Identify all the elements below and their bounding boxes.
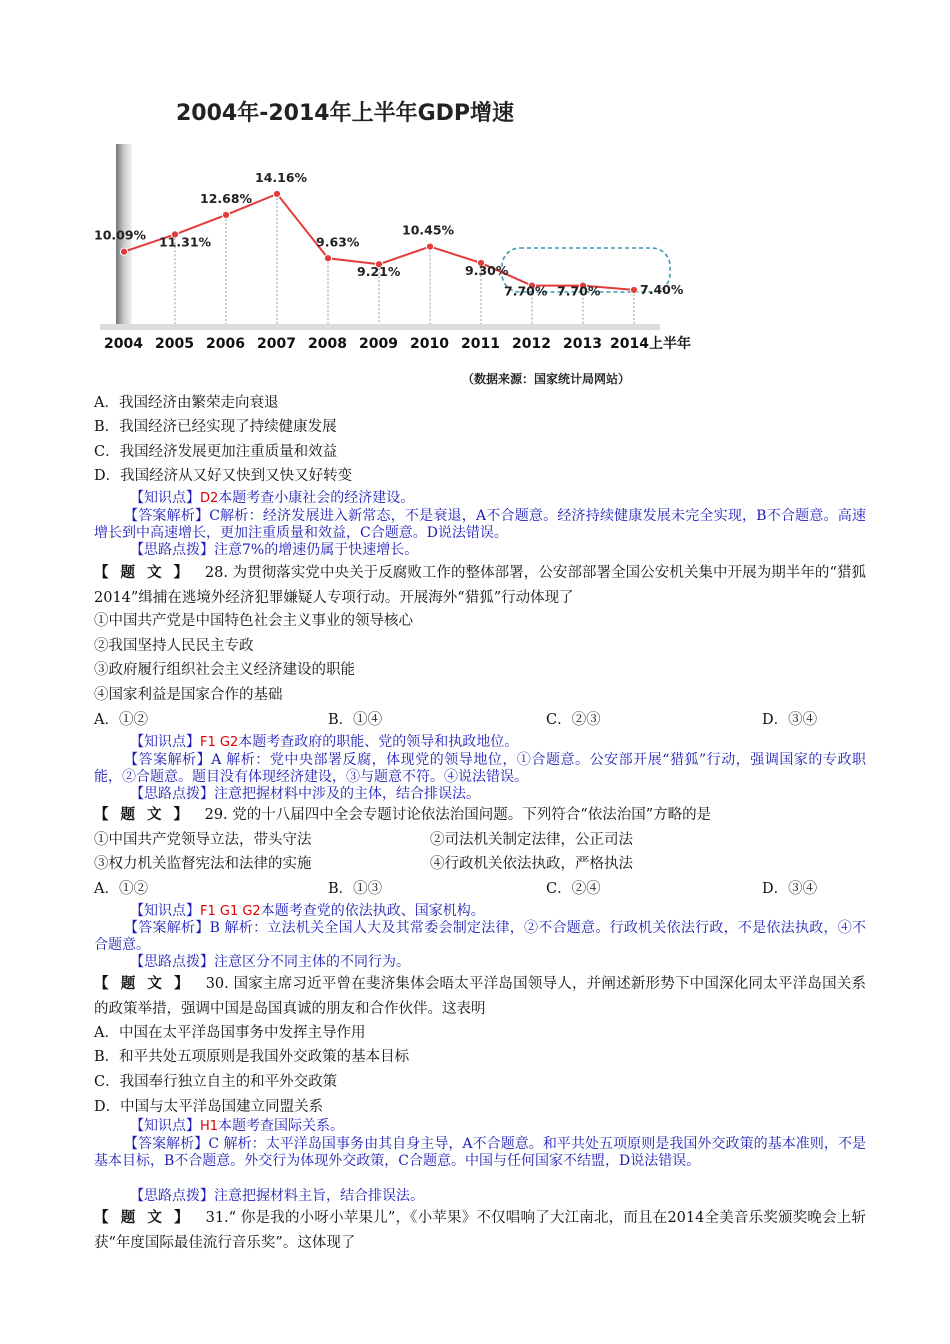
q28-option-b: B．①④ [328,712,383,728]
data-label: 10.45% [402,222,455,238]
q29-item-4: ④行政机关依法执政，严格执法 [430,856,633,872]
q30-option-c: C．我国奉行独立自主的和平外交政策 [94,1074,338,1090]
x-tick-label: 2008 [308,336,347,352]
data-label: 10.09% [94,227,147,243]
data-labels [94,170,684,299]
x-tick-label: 2009 [359,336,398,352]
q30-stem: 【题文】 30. 国家主席习近平曾在斐济集体会晤太平洋岛国领导人，并阐述新形势下中国深化同太平洋岛国关系的政策举措，强调中国是岛国真诚的朋友和合作伙伴。这表明 [94,975,867,1017]
q28-item-1: ①中国共产党是中国特色社会主义事业的领导核心 [94,613,413,629]
q29-items-row-2 [94,852,874,876]
q29-answer-analysis: 【答案解析】B 解析：立法机关全国人大及其常委会制定法律，②不合题意。行政机关依法行政，不是依法执政，④不合题意。 [94,920,866,953]
data-point [120,248,127,255]
q29-option-a: A．①② [94,881,148,897]
q27-option-d: D．我国经济从又好又快到又快又好转变 [94,468,353,484]
drop-lines [175,198,634,324]
q28-stem: 【题文】 28. 为贯彻落实党中央关于反腐败工作的整体部署，公安部部署全国公安机关集中开展为期半年的“猎狐2014”缉捕在逃境外经济犯罪嫌疑人专项行动。开展海外“猎狐”行动体现了 [94,564,867,606]
gdp-growth-chart [90,92,730,392]
data-label: 7.40% [640,281,684,297]
q28-hint: 【思路点拨】注意把握材料中涉及的主体，结合排误法。 [130,786,480,802]
x-tick-label: 2007 [257,336,296,352]
q28-item-4: ④国家利益是国家合作的基础 [94,687,283,703]
data-label: 9.21% [357,264,401,280]
data-label: 11.31% [159,234,212,250]
q28-options [94,708,874,732]
chart-baseline [100,324,660,330]
data-point [630,286,637,293]
x-axis-labels [104,335,691,352]
q29-items-row-1 [94,828,874,852]
q30-answer-analysis: 【答案解析】C 解析：太平洋岛国事务由其自身主导，A不合题意。和平共处五项原则是我国外交政策的基本准则，不是基本目标，B不合题意。外交行为体现外交政策，C合题意。中国与任何国家不结盟，D说法错误。 [94,1136,867,1169]
q27-option-c: C．我国经济发展更加注重质量和效益 [94,444,338,460]
data-label: 12.68% [200,190,253,206]
chart-title: 2004年-2014年上半年GDP增速 [176,101,515,126]
data-label: 14.16% [255,169,308,185]
data-label: 7.70% [504,283,548,299]
data-label: 7.70% [557,283,601,299]
q29-option-b: B．①③ [328,881,383,897]
q28-answer-analysis: 【答案解析】A 解析：党中央部署反腐，体现党的领导地位，①合题意。公安部开展“猎狐”行动，强调国家的专政职能，②合题意。题目没有体现经济建设，③与题意不符。④说法错误。 [94,752,867,785]
q29-knowledge-point: 【知识点】F1 G1 G2本题考查党的依法执政、国家机构。 [130,903,485,919]
data-label: 9.30% [465,262,509,278]
q28-option-a: A．①② [94,712,148,728]
q30-option-a: A．中国在太平洋岛国事务中发挥主导作用 [94,1025,366,1041]
q29-item-3: ③权力机关监督宪法和法律的实施 [94,856,312,872]
x-tick-label: 2006 [206,336,245,352]
q30-option-b: B．和平共处五项原则是我国外交政策的基本目标 [94,1049,410,1065]
q29-option-d: D．③④ [762,881,818,897]
q31-stem: 【题文】 31.“ 你是我的小呀小苹果儿”，《小苹果》不仅唱响了大江南北，而且在2014全美音乐奖颁奖晚会上斩获“年度国际最佳流行音乐奖”。这体现了 [94,1209,867,1251]
x-tick-label: 2011 [461,336,500,352]
x-tick-label: 2010 [410,336,449,352]
data-point [324,255,331,262]
data-point [426,243,433,250]
q29-item-1: ①中国共产党领导立法，带头守法 [94,832,312,848]
q28-item-2: ②我国坚持人民民主专政 [94,638,254,654]
q29-item-2: ②司法机关制定法律，公正司法 [430,832,633,848]
q28-option-c: C．②③ [546,712,601,728]
q30-hint: 【思路点拨】注意把握材料主旨，结合排误法。 [130,1188,424,1204]
q27-answer-analysis: 【答案解析】C解析：经济发展进入新常态，不是衰退，A不合题意。经济持续健康发展未完全实现，B不合题意。高速增长到中高速增长，更加注重质量和效益，C合题意。D说法错误。 [94,508,867,541]
q30-option-d: D．中国与太平洋岛国建立同盟关系 [94,1099,324,1115]
q30-knowledge-point: 【知识点】H1本题考查国际关系。 [130,1118,345,1134]
x-tick-label: 2012 [512,336,551,352]
q29-option-c: C．②④ [546,881,601,897]
x-tick-label: 2005 [155,336,194,352]
q28-knowledge-point: 【知识点】F1 G2本题考查政府的职能、党的领导和执政地位。 [130,734,519,750]
q29-stem: 【题文】 29. 党的十八届四中全会专题讨论依法治国问题。下列符合“依法治国”方略的是 [94,806,712,823]
q27-option-b: B．我国经济已经实现了持续健康发展 [94,419,337,435]
data-point [222,211,229,218]
x-tick-label: 2013 [563,336,602,352]
q29-options [94,877,874,901]
q27-hint: 【思路点拨】注意7%的增速仍属于快速增长。 [130,542,419,558]
q27-knowledge-point: 【知识点】D2本题考查小康社会的经济建设。 [130,490,415,506]
x-tick-label: 2014上半年 [610,336,691,352]
q29-hint: 【思路点拨】注意区分不同主体的不同行为。 [130,954,410,970]
q28-item-3: ③政府履行组织社会主义经济建设的职能 [94,662,355,678]
data-source: （数据来源：国家统计局网站） [462,372,631,386]
data-point [273,190,280,197]
q28-option-d: D．③④ [762,712,818,728]
q27-option-a: A．我国经济由繁荣走向衰退 [94,395,279,411]
data-label: 9.63% [316,234,360,250]
x-tick-label: 2004 [104,336,143,352]
